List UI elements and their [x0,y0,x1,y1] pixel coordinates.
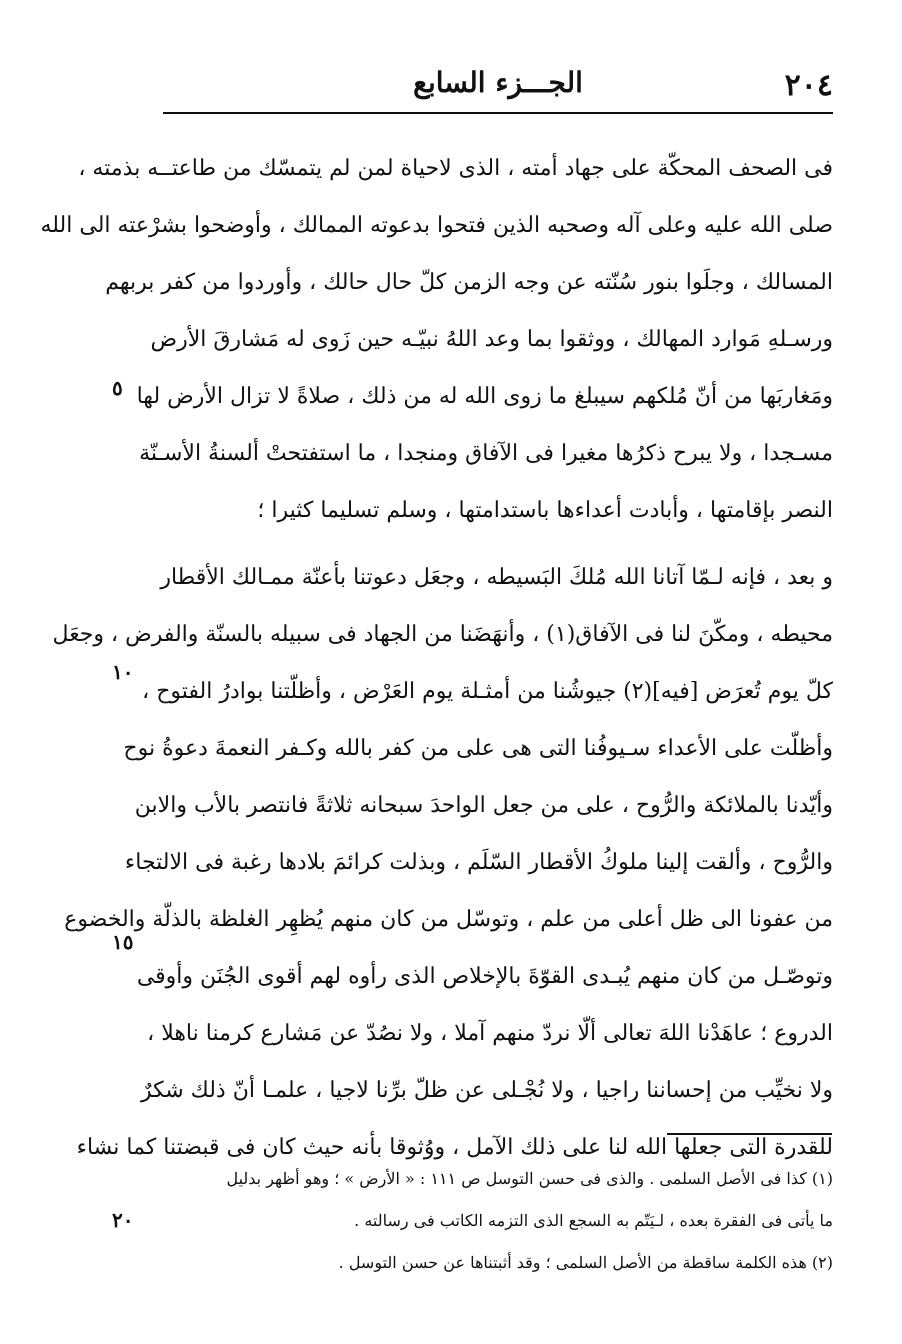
line-number-10: ١٠ [112,660,134,684]
text-line: محيطه ، ومكّنَ لنا فى الآفاق(١) ، وأنهَضَنا من الجهاد فى سبيله بالسنّة والفرض ، وجعَل [52,622,833,647]
text-line: و بعد ، فإنه لـمّا آتانا الله مُلكَ البَسيطه ، وجعَل دعوتنا بأعنّة ممـالك الأقطار [160,565,833,590]
header-rule [163,112,833,114]
text-line: مسـجدا ، ولا يبرح ذكرُها مغيرا فى الآفاق ومنجدا ، ما استفتحتْ ألسنةُ الأسـنّة [139,441,833,466]
line-number-20: ٢٠ [112,1208,134,1232]
paragraph-gap [163,539,833,549]
text-line: وتوصّـل من كان منهم يُبـدى القوّةَ بالإخلاص الذى رأوه لهم أقوى الجُنَن وأوقى [136,964,833,989]
page-number: ٢٠٤ [784,68,833,103]
text-line: النصر بإقامتها ، وأبادت أعداءها باستدامتها ، وسلم تسليما كثيرا ؛ [257,498,833,523]
text-line: للقدرة التى جعلها الله لنا على ذلك الآمل ، ووُثوقا بأنه حيث كان فى قبضتنا كما نشاء [76,1135,833,1160]
text-line: وأظلّت على الأعداء سـيوفُنا التى هى على من كفر بالله وكـفر النعمةَ دعوةُ نوح [123,736,833,761]
running-title: الجـــزء السابع [413,66,583,99]
line-number-15: ١٥ [112,930,134,954]
text-line: ومَغاربَها من أنّ مُلكهم سيبلغ ما زوى الله له من ذلك ، صلاةً لا تزال الأرض لها [136,384,833,409]
text-line: المسالك ، وجلَوا بنور سُنّته عن وجه الزمن كلّ حال حالك ، وأوردوا من كفر بربهم [105,270,833,295]
text-line: ورسـلهِ مَوارد المهالك ، ووثقوا بما وعد اللهُ نبيّـه حين زَوى له مَشارقَ الأرض [150,327,833,352]
text-line: من عفونا الى ظل أعلى من علم ، وتوسّل من كان منهم يُظهِر الغلظة بالذلّة والخضوع [64,907,833,932]
text-line: ولا نخيِّب من إحساننا راجيا ، ولا نُجْـلى عن ظلّ برِّنا لاجيا ، علمـا أنّ ذلك شكرٌ [140,1078,833,1103]
footnote-line: (١) كذا فى الأصل السلمى . والذى فى حسن التوسل ص ١١١ : « الأرض » ؛ وهو أظهر بدليل [226,1169,833,1188]
footnote-line: ما يأتى فى الفقرة بعده ، لـيَتّم به السجع الذى التزمه الكاتب فى رسالته . [354,1211,833,1230]
page-header [163,62,833,110]
text-line: والرُّوح ، وألقت إلينا ملوكُ الأقطار السّلَم ، وبذلت كرائمَ بلادها رغبة فى الالتجاء [124,850,833,875]
text-line: فى الصحف المحكّة على جهاد أمته ، الذى لاحياة لمن لم يتمسّك من طاعتــه بذمته ، [78,156,833,181]
footnote-rule [667,1133,832,1135]
text-line: الدروع ؛ عاهَدْنا اللهَ تعالى ألّا نردّ منهم آملا ، ولا نصُدّ عن مَشارع كرمنا ناهلا ، [147,1021,833,1046]
text-line: كلّ يوم تُعرَض [فيه](٢) جيوشُنا من أمثـلة يوم العَرْض ، وأظلّتنا بوادرُ الفتوح ، [142,679,833,704]
text-line: وأيّدنا بالملائكة والرُّوح ، على من جعل الواحدَ سبحانه ثلاثةً فانتصر بالأب والابن [134,793,833,818]
footnotes [163,1158,833,1284]
footnote-line: (٢) هذه الكلمة ساقطة من الأصل السلمى ؛ وقد أثبتناها عن حسن التوسل . [338,1253,833,1272]
line-number-5: ٥ [112,376,123,400]
text-line: صلى الله عليه وعلى آله وصحبه الذين فتحوا بدعوته الممالك ، وأوضحوا بشرْعته الى الله [40,213,833,238]
